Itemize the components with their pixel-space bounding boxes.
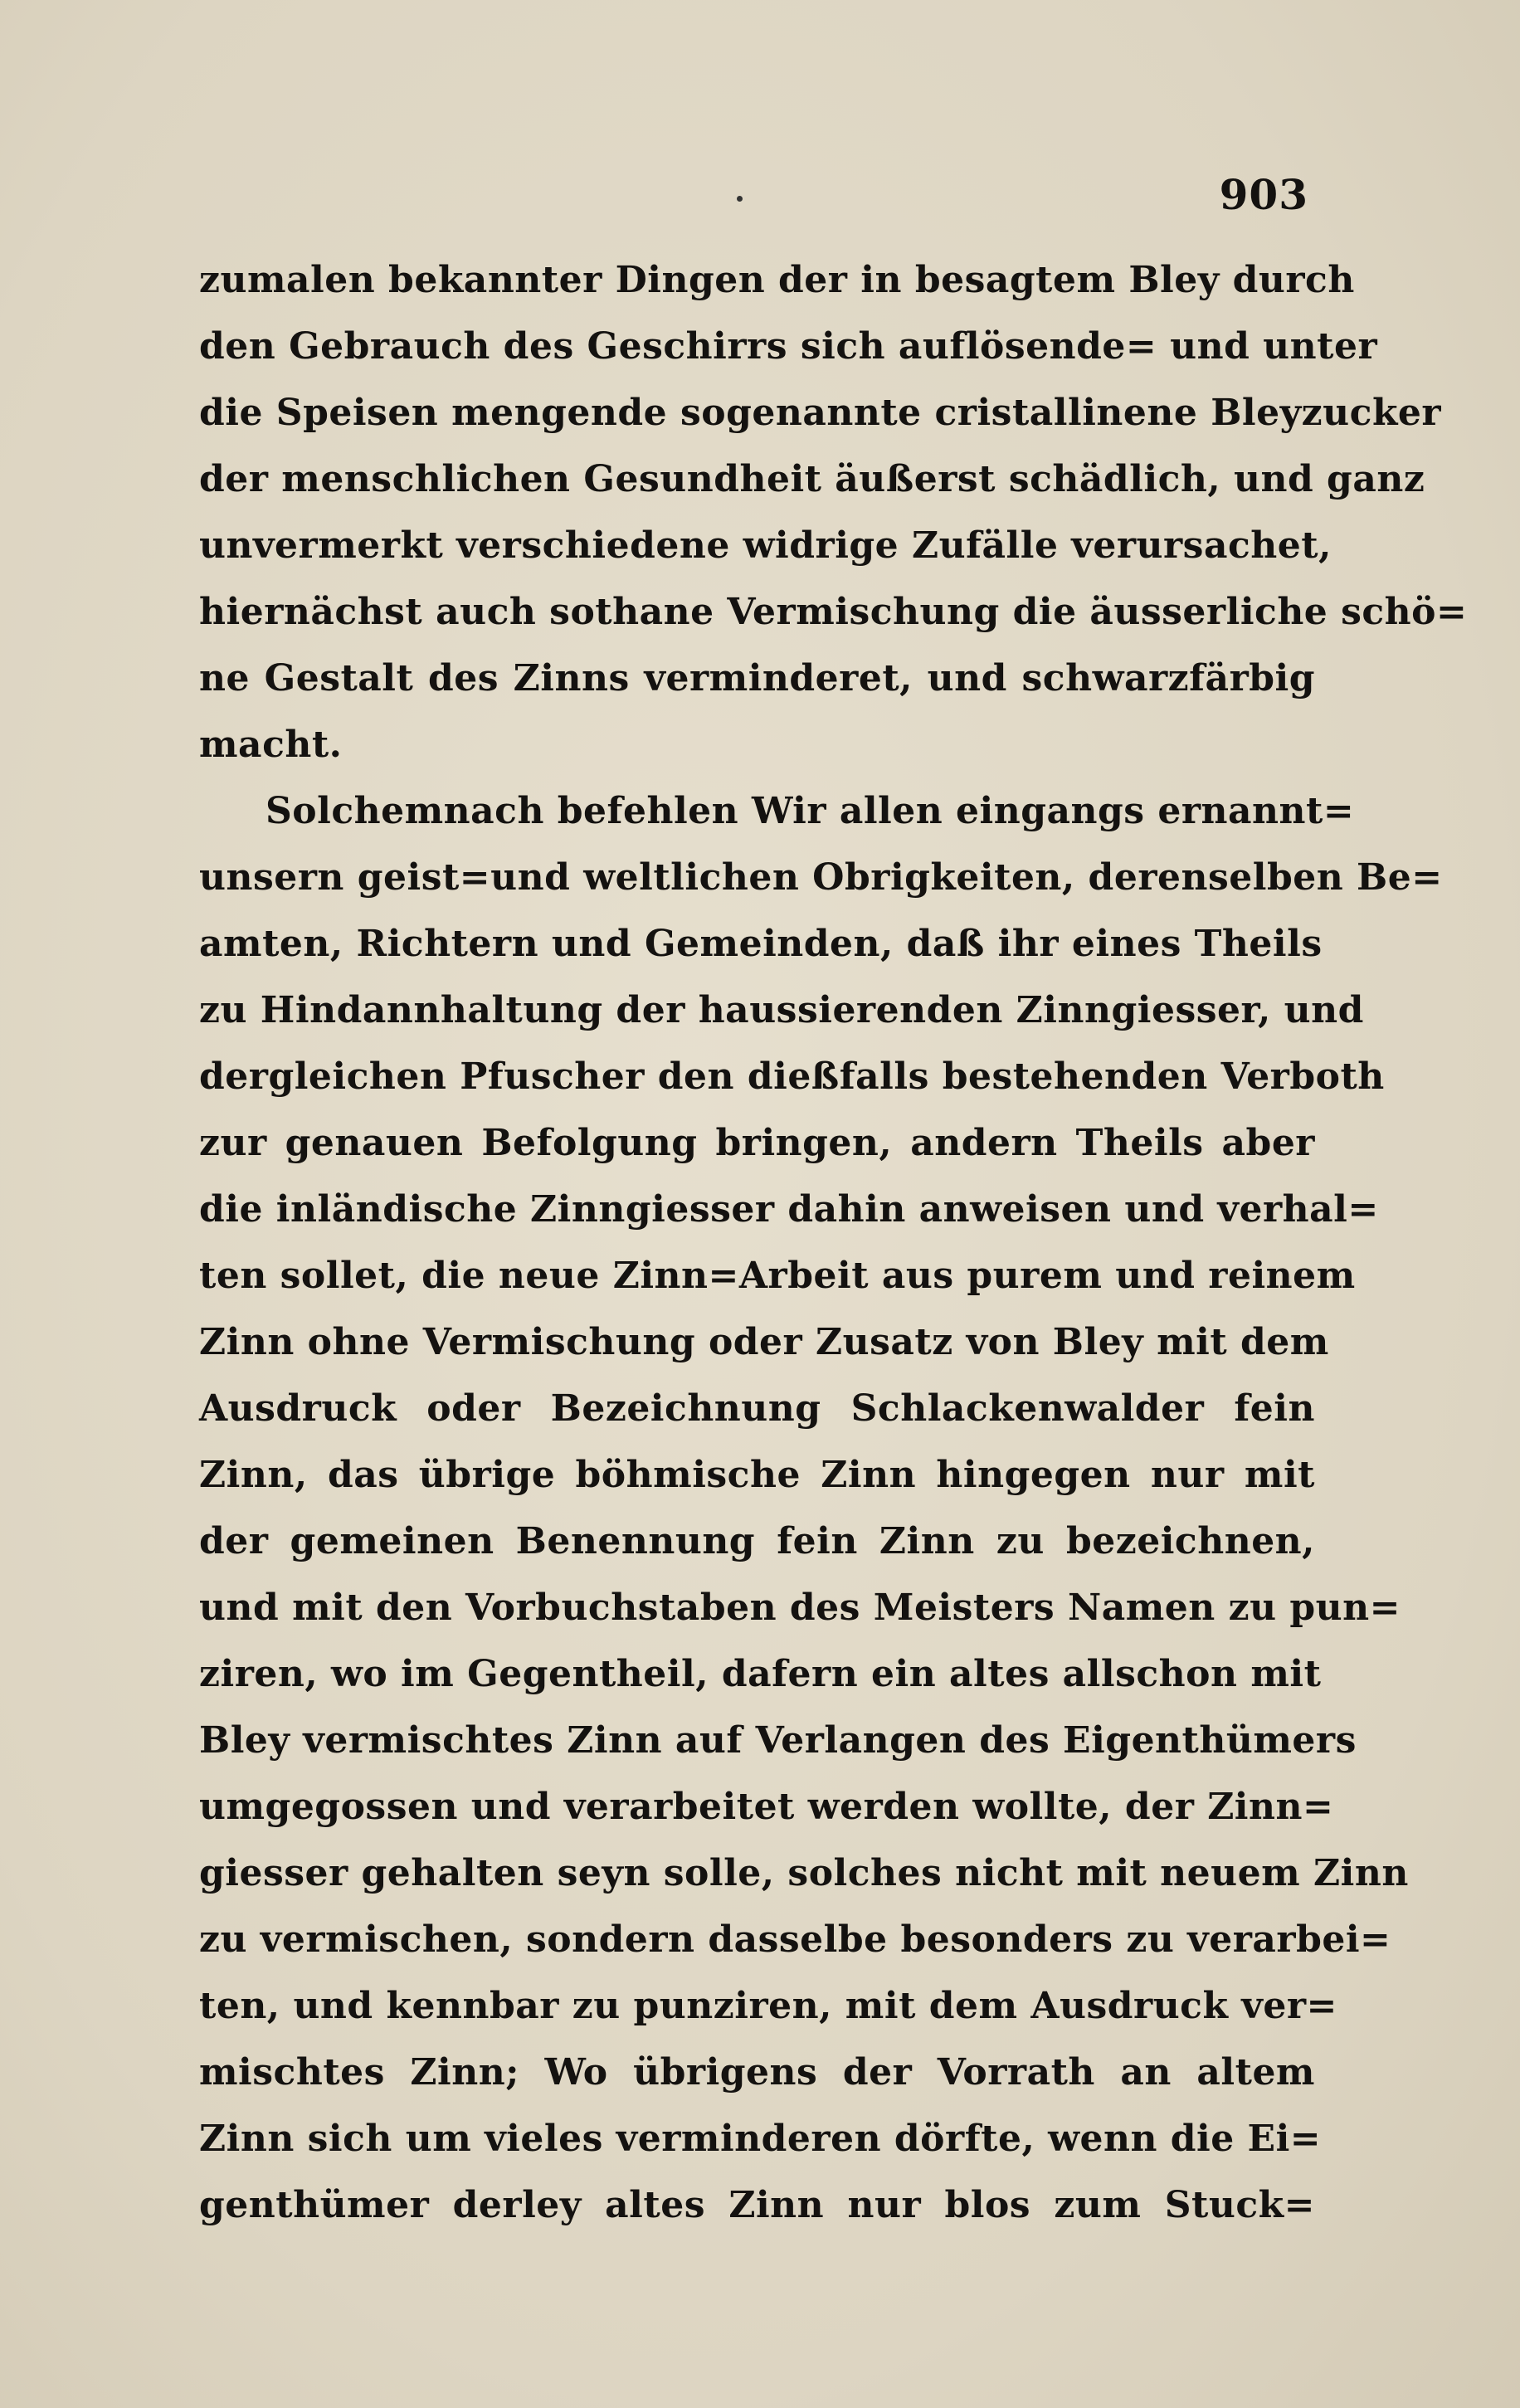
text-line: genthümer derley altes Zinn nur blos zum Stuck= (199, 2184, 1315, 2226)
paragraph-1 (199, 247, 1468, 778)
text-line: Zinn sich um vieles verminderen dörfte, wenn die Ei= (199, 2118, 1322, 2160)
page-number: 903 (1219, 170, 1308, 219)
text-line: unvermerkt verschiedene widrige Zufälle verursachet, (199, 524, 1332, 567)
text-line: ten sollet, die neue Zinn=Arbeit aus purem und reinem (199, 1255, 1356, 1297)
text-line: der menschlichen Gesundheit äußerst schädlich, und ganz (199, 458, 1425, 500)
text-line: dergleichen Pfuscher den dießfalls bestehenden Verboth (199, 1055, 1385, 1098)
text-line: und mit den Vorbuchstaben des Meisters Namen zu pun= (199, 1587, 1401, 1629)
text-line: zur genauen Befolgung bringen, andern Theils aber (199, 1122, 1315, 1164)
text-line: Bley vermischtes Zinn auf Verlangen des Eigenthümers (199, 1719, 1357, 1762)
text-line: ne Gestalt des Zinns verminderet, und schwarzfärbig (199, 657, 1315, 699)
text-line: der gemeinen Benennung fein Zinn zu bezeichnen, (199, 1520, 1315, 1562)
text-line: amten, Richtern und Gemeinden, daß ihr eines Theils (199, 923, 1323, 965)
text-line: Solchemnach befehlen Wir allen eingangs ernannt= (266, 790, 1355, 832)
text-line: macht. (199, 724, 343, 766)
text-line: Zinn, das übrige böhmische Zinn hingegen nur mit (199, 1454, 1315, 1496)
text-line: Zinn ohne Vermischung oder Zusatz von Bley mit dem (199, 1321, 1329, 1363)
text-line: unsern geist=und weltlichen Obrigkeiten, derenselben Be= (199, 856, 1443, 899)
text-line: umgegossen und verarbeitet werden wollte, der Zinn= (199, 1786, 1334, 1828)
text-line: die Speisen mengende sogenannte cristallinene Bleyzucker (199, 392, 1442, 434)
text-line: zumalen bekannter Dingen der in besagtem Bley durch (199, 259, 1355, 301)
text-line: zu vermischen, sondern dasselbe besonders zu verarbei= (199, 1918, 1391, 1961)
text-line: giesser gehalten seyn solle, solches nicht mit neuem Zinn (199, 1852, 1409, 1894)
ink-speck (737, 196, 743, 202)
text-line: ziren, wo im Gegentheil, dafern ein altes allschon mit (199, 1653, 1322, 1695)
text-line: Ausdruck oder Bezeichnung Schlackenwalder fein (199, 1387, 1315, 1430)
body-text (199, 247, 1468, 2239)
text-line: die inländische Zinngiesser dahin anweisen und verhal= (199, 1188, 1379, 1231)
text-line: ten, und kennbar zu punziren, mit dem Ausdruck ver= (199, 1985, 1337, 2027)
text-line: mischtes Zinn; Wo übrigens der Vorrath an altem (199, 2051, 1315, 2094)
paragraph-2 (199, 778, 1443, 2239)
text-line: zu Hindannhaltung der haussierenden Zinngiesser, und (199, 989, 1364, 1031)
text-line: den Gebrauch des Geschirrs sich auflösende= und unter (199, 325, 1378, 368)
text-line: hiernächst auch sothane Vermischung die äusserliche schö= (199, 591, 1468, 633)
